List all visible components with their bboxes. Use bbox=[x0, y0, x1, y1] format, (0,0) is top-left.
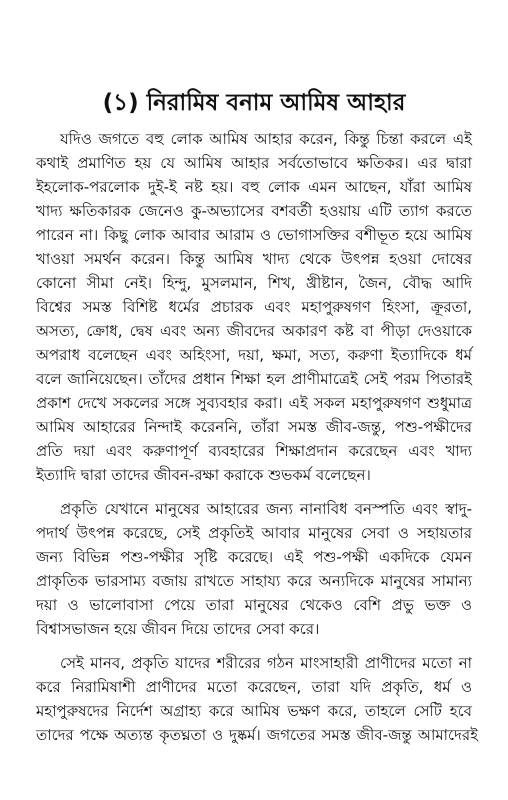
paragraph-line: ইত্যাদি দ্বারা তাদের জীবন-রক্ষা করাকে শুভকর্ম বলেছেন। bbox=[36, 466, 371, 484]
paragraph-line: বলে জানিয়েছেন। তাঁদের প্রধান শিক্ষা হল প্রাণীমাত্রেই সেই পরম পিতারই bbox=[36, 370, 472, 388]
paragraph-line: ইহলোক-পরলোক দুই-ই নষ্ট হয়। বহু লোক এমন আছেন, যাঁরা আমিষ bbox=[36, 178, 472, 196]
paragraph-line: প্রকৃতি যেখানে মানুষের আহারের জন্য নানাবিধ বনস্পতি এবং স্বাদু- bbox=[60, 500, 472, 518]
paragraph-line: পারেন না। কিছু লোক আবার আরাম ও ভোগাসক্তির বশীভূত হয়ে আমিষ bbox=[36, 226, 472, 244]
paragraph-line: খাদ্য ক্ষতিকারক জেনেও কু-অভ্যাসের বশবর্তী হওয়ায় এটি ত্যাগ করতে bbox=[36, 202, 472, 220]
paragraph-line: বিশ্বাসভাজন হয়ে জীবন দিয়ে তাদের সেবা করে। bbox=[36, 620, 320, 638]
paragraph-line: যদিও জগতে বহু লোক আমিষ আহার করেন, কিন্তু চিন্তা করলে এই bbox=[60, 130, 472, 148]
paragraph-line: প্রকাশ দেখে সকলের সঙ্গে সুব্যবহার করা। এই সকল মহাপুরুষগণ শুধুমাত্র bbox=[36, 394, 472, 412]
paragraph-line: অসত্য, ক্রোধ, দ্বেষ এবং অন্য জীবদের অকারণ কষ্ট বা পীড়া দেওয়াকে bbox=[36, 322, 472, 340]
paragraph-line: কোনো সীমা নেই। হিন্দু, মুসলমান, শিখ, খ্রীষ্টান, জৈন, বৌদ্ধ আদি bbox=[36, 274, 472, 292]
paragraph-line: আমিষ আহারের নিন্দাই করেননি, তাঁরা সমস্ত জীব-জন্তু, পশু-পক্ষীদের bbox=[36, 418, 472, 436]
paragraph-line: প্রাকৃতিক ভারসাম্য বজায় রাখতে সাহায্য করে অন্যদিকে মানুষের সামান্য bbox=[36, 572, 472, 590]
paragraph-line: খাওয়া সমর্থন করেন। কিন্তু আমিষ খাদ্য থেকে উৎপন্ন হওয়া দোষের bbox=[36, 250, 472, 268]
paragraph-line: কথাই প্রমাণিত হয় যে আমিষ আহার সর্বতোভাবে ক্ষতিকর। এর দ্বারা bbox=[36, 154, 472, 172]
paragraph-line: বিশ্বের সমস্ত বিশিষ্ট ধর্মের প্রচারক এবং মহাপুরুষগণ হিংসা, ক্রূরতা, bbox=[36, 298, 472, 316]
paragraph-line: করে নিরামিষাশী প্রাণীদের মতো করেছেন, তারা যদি প্রকৃতি, ধর্ম ও bbox=[36, 678, 472, 696]
paragraph-line: জন্য বিভিন্ন পশু-পক্ষীর সৃষ্টি করেছে। এই পশু-পক্ষী একদিকে যেমন bbox=[36, 548, 472, 566]
paragraph-line: মহাপুরুষদের নির্দেশ অগ্রাহ্য করে আমিষ ভক্ষণ করে, তাহলে সেটি হবে bbox=[36, 702, 472, 720]
paragraph-line: দয়া ও ভালোবাসা পেয়ে তারা মানুষের থেকেও বেশি প্রভু ভক্ত ও bbox=[36, 596, 472, 614]
paragraph-line: অপরাধ বলেছেন এবং অহিংসা, দয়া, ক্ষমা, সত্য, করুণা ইত্যাদিকে ধর্ম bbox=[36, 346, 472, 364]
paragraph-line: পদার্থ উৎপন্ন করেছে, সেই প্রকৃতিই আবার মানুষের সেবা ও সহায়তার bbox=[36, 524, 472, 542]
paragraph-line: তাদের পক্ষে অত্যন্ত কৃতঘ্নতা ও দুষ্কর্ম। জগতের সমস্ত জীব-জন্তু আমাদেরই bbox=[36, 726, 478, 744]
paragraph-line: প্রতি দয়া এবং করুণাপূর্ণ ব্যবহারের শিক্ষাপ্রদান করেছেন এবং খাদ্য bbox=[36, 442, 472, 460]
chapter-title: (১) নিরামিষ বনাম আমিষ আহার bbox=[102, 90, 406, 116]
paragraph-line: সেই মানব, প্রকৃতি যাদের শরীরের গঠন মাংসাহারী প্রাণীদের মতো না bbox=[60, 654, 472, 672]
